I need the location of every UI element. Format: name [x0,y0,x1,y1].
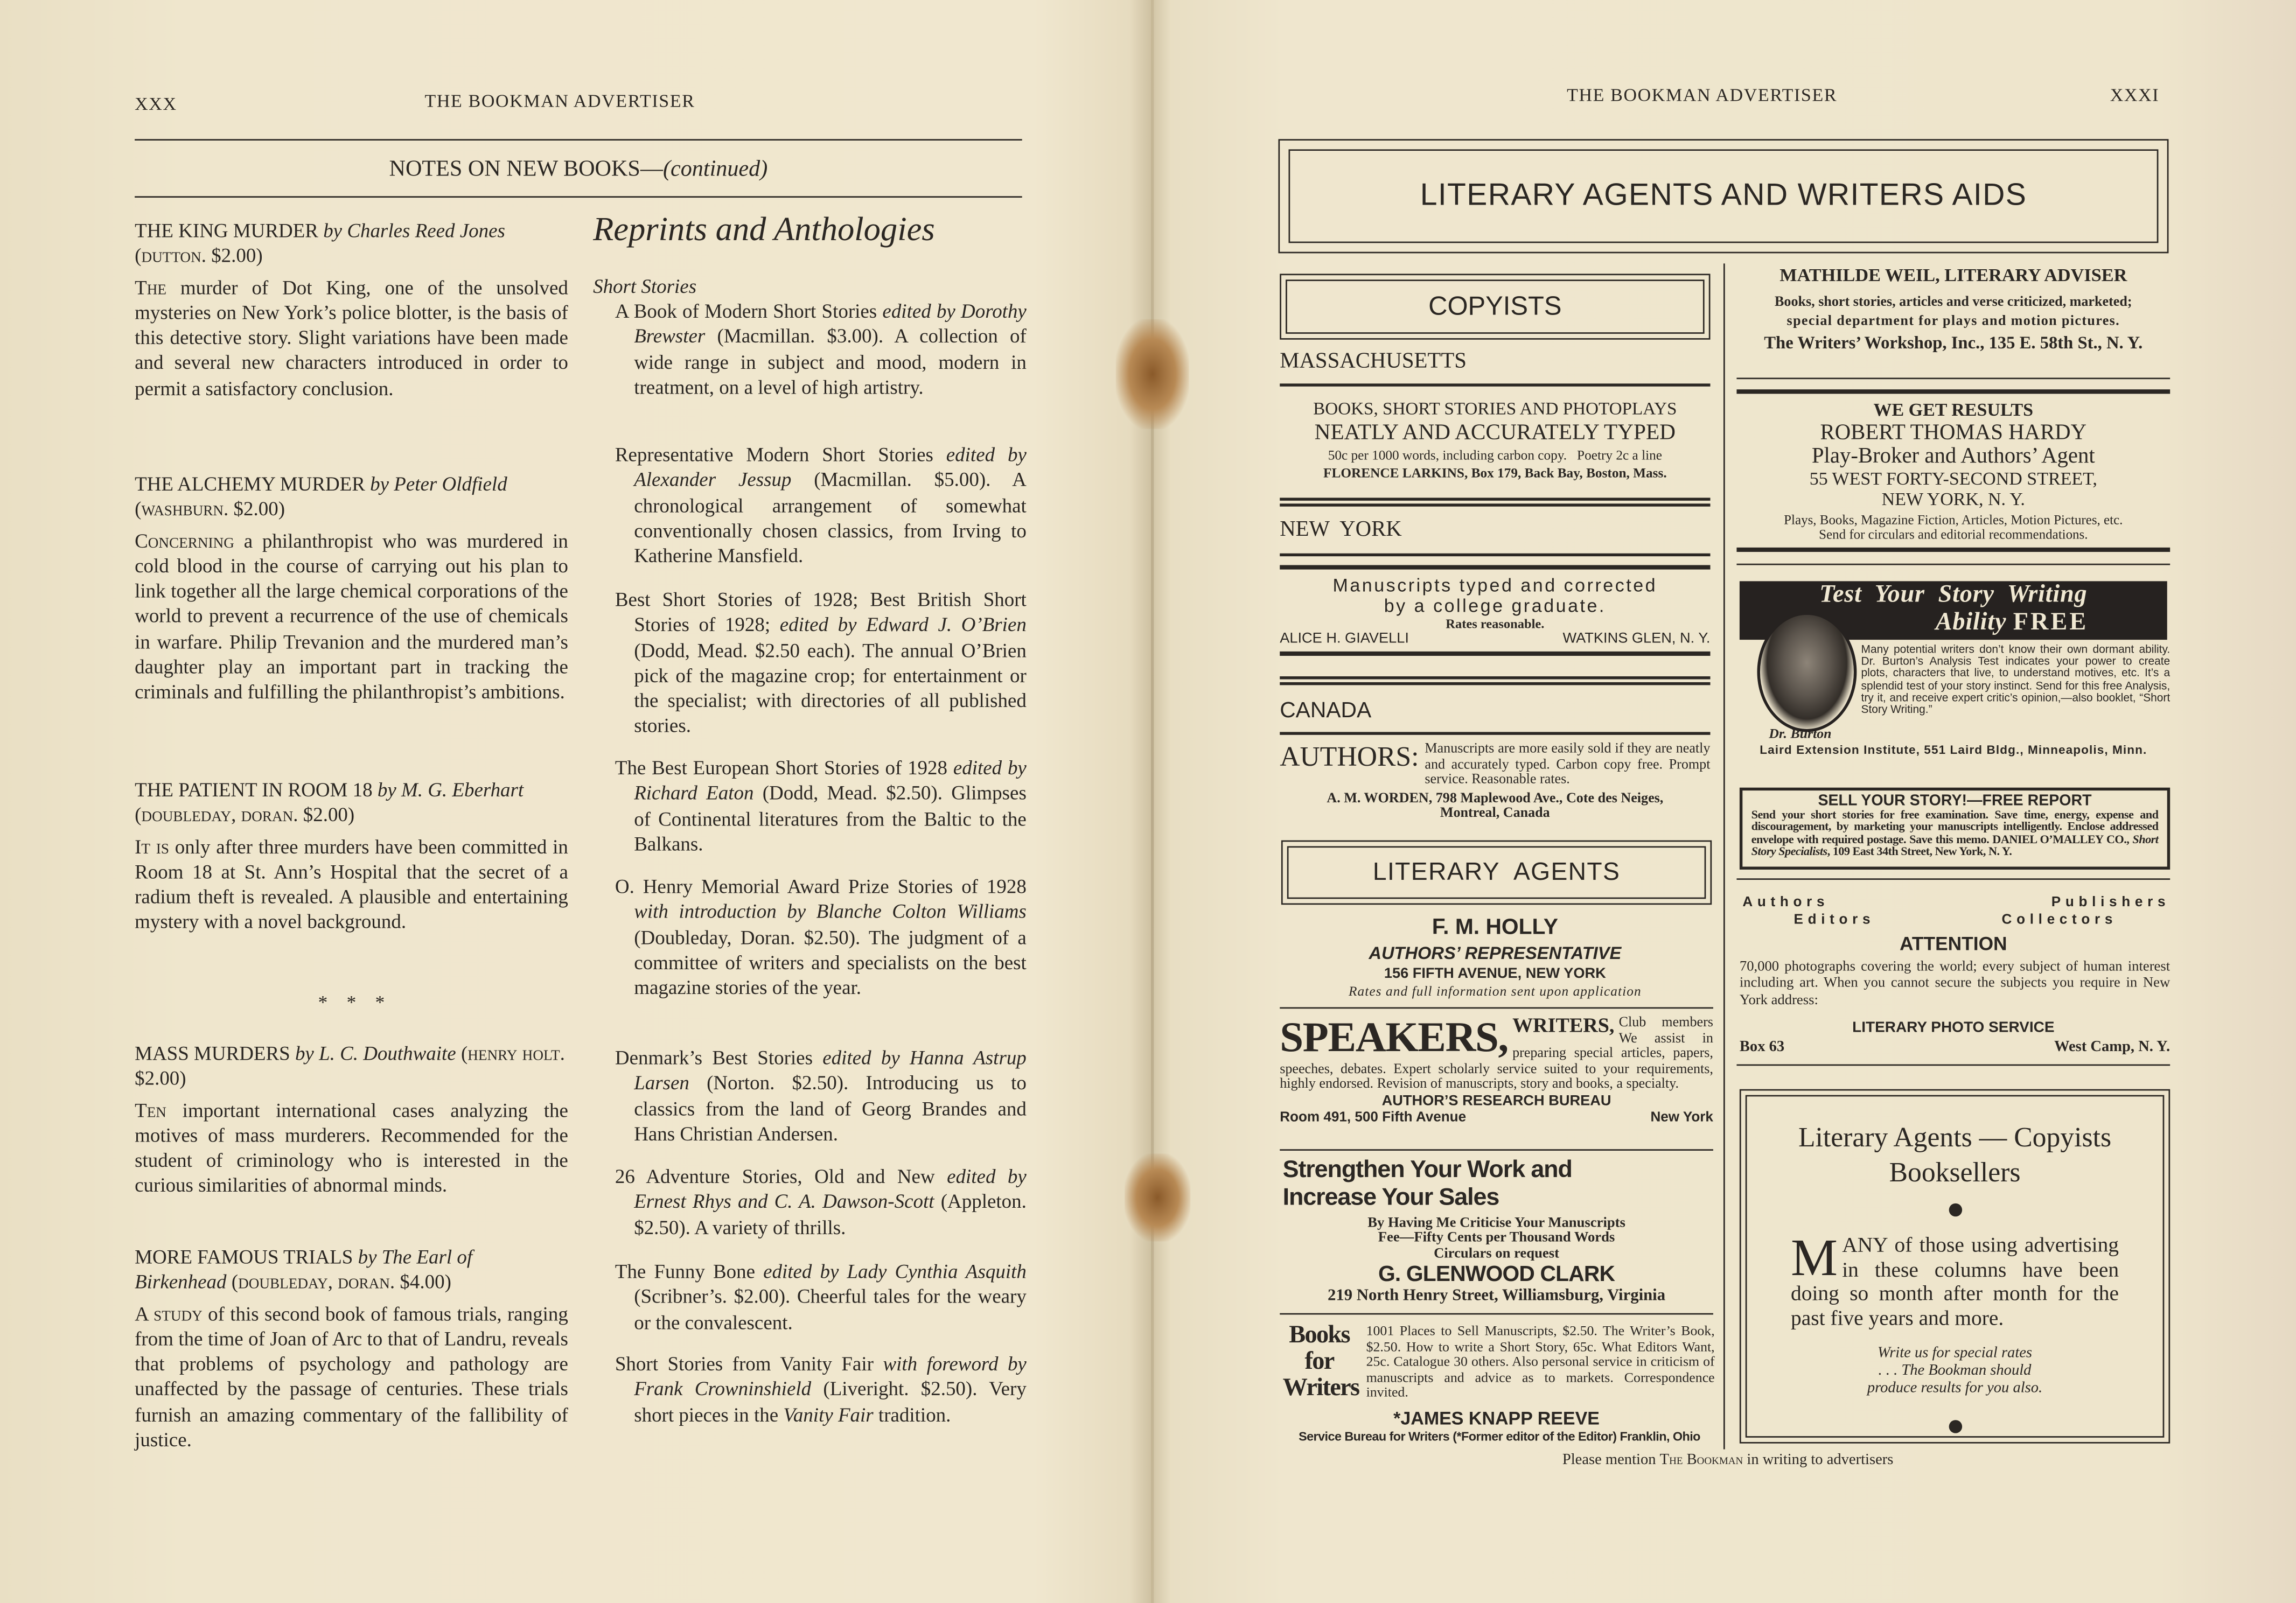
ad-name: G. GLENWOOD CLARK [1378,1262,1615,1287]
ad-address: NEW YORK, N. Y. [1881,488,2025,509]
house-ad-title: Booksellers [1889,1158,2021,1189]
text-segment: ( [456,1042,468,1065]
section-title-suffix: (continued) [662,156,768,182]
photo-footer [1740,1039,2170,1055]
anthology-entry [615,442,1027,569]
text-segment: (Dodd, Mead. $2.50 each). The annual O’Brien pick of the magazine crop; for entertainment or the specialist; with directories of all published stories. [634,639,1027,737]
ad-address: Montreal, Canada [1440,805,1550,822]
ad-footer [1280,1110,1713,1126]
drop-cap: M [1791,1228,1838,1287]
rule [1280,732,1710,734]
text-segment: edited by Hanna Astrup Larsen [634,1046,1027,1094]
audience-label: Authors [1742,894,1830,911]
ad-line: Play-Broker and Authors’ Agent [1811,445,2095,469]
ad-line: Rates and full information sent upon application [1349,984,1642,1000]
literary-agents-box [1281,841,1712,905]
review-body [135,1301,568,1453]
ad-name: ALICE H. GIAVELLI [1280,631,1409,648]
ad-headline: WRITERS, [1512,1016,1615,1038]
text-segment: edited by Lady Cynthia Asquith [763,1260,1027,1283]
ad-place: WATKINS GLEN, N. Y. [1562,631,1711,648]
text-segment: murder of Dot King, one of the unsolved mysteries on New York’s police blotter, is the basis of this detective story. Slight variations have been made and several new characters introduced in order to permit a satisfactory conclusion. [135,276,568,400]
copyists-title: COPYISTS [1428,291,1562,321]
text-segment: ( [135,498,142,520]
section-title [135,157,1022,183]
house-ad-title: Literary Agents — Copyists [1798,1123,2112,1154]
dr-burton-portrait [1757,612,1857,732]
text-segment: (Macmillan. $5.00). A chronological arrangement of somewhat conventionally chosen classics, from Irving to Katherine Mansfield. [634,468,1027,567]
weil-ad [1736,267,2170,353]
holly-ad [1280,916,1710,1000]
copyists-box [1280,274,1710,339]
omalley-box [1740,788,2170,870]
text-segment: edited by Edward J. O’Brien [779,613,1027,636]
ad-address: A. M. WORDEN, 798 Maplewood Ave., Cote des Neiges, [1327,789,1664,806]
anthology-entry [615,1351,1027,1427]
review-heading [135,471,568,522]
review-body [135,834,568,935]
rule [1280,1149,1713,1151]
text-segment: THE ALCHEMY MURDER [135,473,371,495]
text-segment: of this second book of famous trials, ranging from the time of Joan of Arc to that of Landru, reveals that problems of psychology and pathology are unaffected by the passage of centuries. These trials furnish an amazing commentary of the fallibility of justice. [135,1302,568,1451]
text-segment: edited by Richard Eaton [634,757,1027,804]
ad-address: 55 WEST FORTY-SECOND STREET, [1809,468,2097,489]
rule [1280,1007,1713,1009]
text-segment: 26 Adventure Stories, Old and New [615,1165,947,1187]
text-segment: Denmark’s Best Stories [615,1046,823,1069]
ad-line: NEATLY AND ACCURATELY TYPED [1314,421,1676,446]
ad-headline: Ability [1935,607,2007,635]
ad-headline: SELL YOUR STORY!—FREE REPORT [1818,792,2092,810]
text-segment: edited by Alexander Jessup [634,443,1027,491]
ad-line: The Writers’ Workshop, Inc., 135 E. 58th St., N. Y. [1764,332,2143,353]
anthology-entry [615,299,1027,400]
text-segment: by The Earl of Birkenhead [135,1245,473,1293]
reprints-title: Reprints and Anthologies [593,211,935,248]
review [135,778,568,935]
ad-text: Manuscripts are more easily sold if they are neatly and accurately typed. Carbon copy free. Prompt service. Reasonable rates. [1425,740,1711,788]
text-segment: tradition. [873,1403,951,1425]
ad-address: Box 63 [1739,1039,1785,1056]
ad-address: 219 North Henry Street, Williamsburg, Virginia [1328,1286,1666,1305]
text-segment: The [135,276,166,298]
ad-line: Fee—Fifty Cents per Thousand Words [1378,1230,1615,1247]
anthology-entry [615,874,1027,1000]
ad-text-part: , 109 East 34th Street, New York, N. Y. [1827,844,2012,858]
ad-line: Circulars on request [1434,1245,1559,1262]
text-segment: henry holt. [467,1042,565,1065]
rule [1280,565,1710,569]
text-segment: doubleday, doran. [141,804,298,827]
text-segment: important international cases analyzing the motives of mass murderers. Recommended for the student of criminology who is interested in the curious similarities of abnormal minds. [135,1098,568,1197]
ad-line: special department for plays and motion pictures. [1786,313,2120,330]
worden-ad [1280,742,1710,822]
text-segment: only after three murders have been committed in Room 18 at St. Ann’s Hospital that the secret of a radium theft is revealed. A plausible and entertaining mystery with a novel background. [135,835,568,934]
text-segment: by M. G. Eberhart [377,779,524,801]
clark-ad [1280,1216,1713,1306]
text-segment: with introduction by Blanche Colton Williams [634,900,1027,923]
text-segment: (Doubleday, Doran. $2.50). The judgment of a committee of writers and specialists on the best magazine stories of the year. [634,926,1027,999]
text-segment: with foreword by Frank Crowninshield [634,1353,1027,1400]
ad-line: 50c per 1000 words, including carbon copy. Poetry 2c a line [1328,450,1662,465]
text-segment: Best Short Stories of 1928; Best British Short Stories of 1928; [615,588,1027,636]
bullet-dot [1948,1203,1961,1216]
review [135,1244,568,1453]
text-segment: Concerning [135,529,234,551]
review-body [135,528,568,705]
house-ad-text-body: of those using advertising in these columns have been doing so month after month for the past five years and more. [1791,1234,2119,1330]
review [135,471,568,705]
ad-line: Manuscripts typed and corrected [1332,575,1658,596]
clark-headline [1283,1157,1572,1212]
audience-label: Publishers [2051,894,2171,911]
rule [1736,1065,2170,1066]
text-segment: $2.00) [206,244,263,267]
ad-text-part: Short Story Specialists [1751,832,2159,858]
review-heading [135,778,568,828]
text-segment: Short Stories from Vanity Fair [615,1353,883,1375]
text-segment: THE KING MURDER [135,219,324,242]
burton-text: Many potential writers don’t know their own dormant ability. Dr. Burton’s Analysis Test indicates your power to create plots, characters that live, to understand motives, etc. It’s a splendid test of your story instinct. Send for this free Analysis, try it, and receive expert critic’s opinion,—also booklet, “Short Story Writing.” [1861,642,2171,716]
ad-name: F. M. HOLLY [1432,915,1558,940]
rule [1280,676,1710,679]
text-segment: $2.00) [298,804,355,827]
ad-headline: Increase Your Sales [1282,1184,1499,1211]
ad-line: Plays, Books, Magazine Fiction, Articles, Motion Pictures, etc. [1784,513,2123,528]
text-segment: Ten [135,1098,166,1121]
rule [1736,389,2170,394]
footer-note [1280,1452,2176,1468]
review-heading [135,1244,568,1295]
rule [1280,652,1710,655]
anthology-entry [615,755,1027,857]
rule [1280,682,1710,685]
banner-title: LITERARY AGENTS AND WRITERS AIDS [1420,178,2027,213]
region-canada: CANADA [1280,698,1372,724]
ad-line: Send for circulars and editorial recommendations. [1819,527,2088,542]
literary-agents-title: LITERARY AGENTS [1372,858,1621,886]
rule [1280,498,1710,500]
ad-headline: for [1304,1347,1334,1375]
text-segment: Vanity Fair [783,1403,874,1425]
rule [1736,878,2170,880]
footer-text: Please mention [1562,1452,1660,1468]
rule [1280,503,1710,506]
ad-line: WE GET RESULTS [1873,400,2034,421]
ad-text [1742,809,2167,858]
text-segment: A study [135,1302,203,1325]
text-segment: a philanthropist who was murdered in cold blood in the course of carrying out his plan to link together all the large chemical corporations of the world to prevent a recurrence of the use of chemicals in warfare. Philip Trevanion and the murdered man’s daughter play an important part in tracking the criminals and fulfilling the philanthropist’s ambitions. [135,529,568,704]
rule [1736,564,2170,565]
reeve-text: 1001 Places to Sell Manuscripts, $2.50. The Writer’s Book, $2.50. How to write a Short Story, 65c. What Editors Want, 25c. Catalogue 30 others. Also personal service in criticism of manuscripts and advice as to markets. Correspondence invited. [1366,1325,1715,1401]
anthology-entry [615,1045,1027,1146]
burton-caption: Dr. Burton [1769,727,1832,743]
rule [135,139,1022,141]
reprints-subtitle: Short Stories [593,275,697,297]
anthology-entry [615,1259,1027,1335]
ad-headline: Books [1289,1320,1350,1348]
reeve-footer: Service Bureau for Writers (*Former editor of the Editor) Franklin, Ohio [1299,1429,1700,1444]
text-segment: O. Henry Memorial Award Prize Stories of 1928 [615,875,1027,898]
ad-headline: Writers [1282,1373,1359,1401]
text-segment: by Charles Reed Jones [323,219,505,242]
text-segment: edited by Dorothy Brewster [634,300,1027,348]
text-segment: THE PATIENT IN ROOM 18 [135,779,378,801]
giavelli-ad [1280,577,1710,648]
review-heading [135,1041,568,1091]
text-segment: $2.00) [135,1067,186,1090]
burton-footer: Laird Extension Institute, 551 Laird Bldg., Minneapolis, Minn. [1760,742,2147,757]
text-segment: MORE FAMOUS TRIALS [135,1245,358,1268]
text-segment: edited by Ernest Rhys and C. A. Dawson-Scott [634,1165,1027,1213]
anthology-entry [615,1164,1027,1240]
rule [1280,554,1710,556]
ad-address: Room 491, 500 Fifth Avenue [1280,1109,1467,1125]
ad-text: Club members We assist in preparing special articles, papers, speeches, debates. Expert scholarly service suited to your requirements, highly endorsed. Revision of manuscripts, story and books, a specialty. [1280,1014,1713,1093]
rule [135,196,1022,198]
text-segment: The Funny Bone [615,1260,764,1283]
speakers-ad [1280,1016,1713,1126]
house-ad-box [1740,1089,2170,1444]
page-damage [1125,1153,1190,1241]
photo-text: 70,000 photographs covering the world; every subject of human interest including art. When you cannot secure the subjects you require in New York address: [1739,958,2171,1009]
ad-line: Rates reasonable. [1446,615,1545,631]
larkins-ad [1280,400,1710,482]
page-number: XXX [135,94,177,115]
ad-line: AUTHORS’ REPRESENTATIVE [1369,942,1622,963]
text-segment: $4.00) [395,1271,451,1293]
text-segment: by Peter Oldfield [370,473,507,495]
text-segment: The Best European Short Stories of 1928 [615,757,953,779]
review-body [135,275,568,401]
house-ad-note [1747,1346,2162,1398]
review [135,218,568,401]
rule [1280,1313,1713,1315]
region-massachusetts: MASSACHUSETTS [1280,349,1467,374]
rule [1736,548,2170,552]
ad-headline: Test Your Story Writing [1819,579,2088,608]
ad-line: BOOKS, SHORT STORIES AND PHOTOPLAYS [1313,398,1677,419]
ad-name: ROBERT THOMAS HARDY [1820,421,2087,445]
page-damage [1116,319,1189,429]
bullet-dot [1948,1420,1961,1433]
ad-line: FLORENCE LARKINS, Box 179, Back Bay, Boston, Mass. [1323,467,1667,482]
text-segment: (Norton. $2.50). Introducing us to classics from the land of Georg Brandes and Hans Christian Andersen. [634,1072,1027,1145]
text-segment: $2.00) [228,498,285,520]
region-new-york: NEW YORK [1280,518,1402,542]
text-segment: A Book of Modern Short Stories [615,300,883,323]
column-divider [1723,263,1725,1449]
text-segment: MASS MURDERS [135,1042,295,1065]
ad-line: By Having Me Criticise Your Manuscripts [1367,1215,1625,1231]
gutter [1151,0,1154,1603]
ad-name: MATHILDE WEIL, LITERARY ADVISER [1779,265,2127,286]
house-ad-text-lead: ANY [1842,1234,1888,1258]
running-head: THE BOOKMAN ADVERTISER [424,90,695,111]
ad-name: AUTHOR’S RESEARCH BUREAU [1381,1093,1611,1110]
separator-asterisks: * * * [318,991,385,1013]
text-segment: (Liveright. $2.50). Very short pieces in the [634,1378,1027,1425]
reeve-side-title [1282,1320,1359,1401]
page-number: XXXI [2110,85,2160,106]
text-segment: (Appleton. $2.50). A variety of thrills. [634,1191,1027,1238]
text-segment: It is [135,835,170,858]
ad-headline: SPEAKERS, [1280,1014,1508,1062]
ad-line: Books, short stories, articles and verse criticized, marketed; [1775,294,2132,310]
text-segment: (Macmillan. $3.00). A collection of wide range in subject and mood, modern in treatment, on a level of high artistry. [634,325,1027,398]
photo-service-name: LITERARY PHOTO SERVICE [1852,1020,2055,1037]
text-segment: by L. C. Douthwaite [295,1042,456,1065]
running-head: THE BOOKMAN ADVERTISER [1567,85,1838,106]
ad-line: by a college graduate. [1384,595,1606,616]
review-heading [135,218,568,269]
ad-line: 156 FIFTH AVENUE, NEW YORK [1384,965,1606,982]
review [135,1041,568,1199]
text-segment: (Dodd, Mead. $2.50). Glimpses of Continental literatures from the Baltic to the Balkans. [634,782,1027,855]
footer-magazine: The Bookman [1659,1452,1743,1468]
hardy-ad [1736,401,2170,542]
reeve-name: *JAMES KNAPP REEVE [1393,1408,1600,1429]
anthology-entry [615,587,1027,739]
ad-text-part: Send your short stories for free examination. Save time, energy, expense and discouragement, by marketing your manuscripts intelligently. Enclose addressed envelope with required postage. Save this memo. DANIEL O’MALLEY CO., [1751,808,2159,846]
review-body [135,1097,568,1199]
ad-headline: Strengthen Your Work and [1282,1156,1572,1183]
audience-label: Editors [1793,912,1875,928]
text-segment: ( [226,1271,239,1293]
ad-footer [1280,632,1710,648]
text-segment: Representative Modern Short Stories [615,443,946,466]
note-line: Write us for special rates [1877,1345,2033,1362]
audience-label: Collectors [2001,912,2118,928]
photo-title: ATTENTION [1899,932,2007,955]
note-line: . . . The Bookman should [1878,1363,2032,1380]
ad-lead: AUTHORS: [1280,742,1419,773]
ad-headline: FREE [2013,607,2089,635]
text-segment: (Scribner’s. $2.00). Cheerful tales for the weary or the convalescent. [634,1285,1027,1333]
rule [1736,377,2170,379]
section-title-text: NOTES ON NEW BOOKS— [389,156,663,182]
text-segment: doubleday, doran. [238,1271,395,1293]
house-ad-text [1791,1228,2119,1331]
banner-box [1278,139,2168,253]
rule [1280,383,1710,386]
footer-text: in writing to advertisers [1743,1452,1894,1468]
note-line: produce results for you also. [1867,1380,2043,1397]
text-segment: ( [135,804,142,827]
text-segment: ( [135,244,142,267]
text-segment: washburn. [141,498,229,520]
ad-place: West Camp, N. Y. [2054,1039,2171,1056]
text-segment: dutton. [141,244,206,267]
ad-place: New York [1650,1109,1713,1125]
